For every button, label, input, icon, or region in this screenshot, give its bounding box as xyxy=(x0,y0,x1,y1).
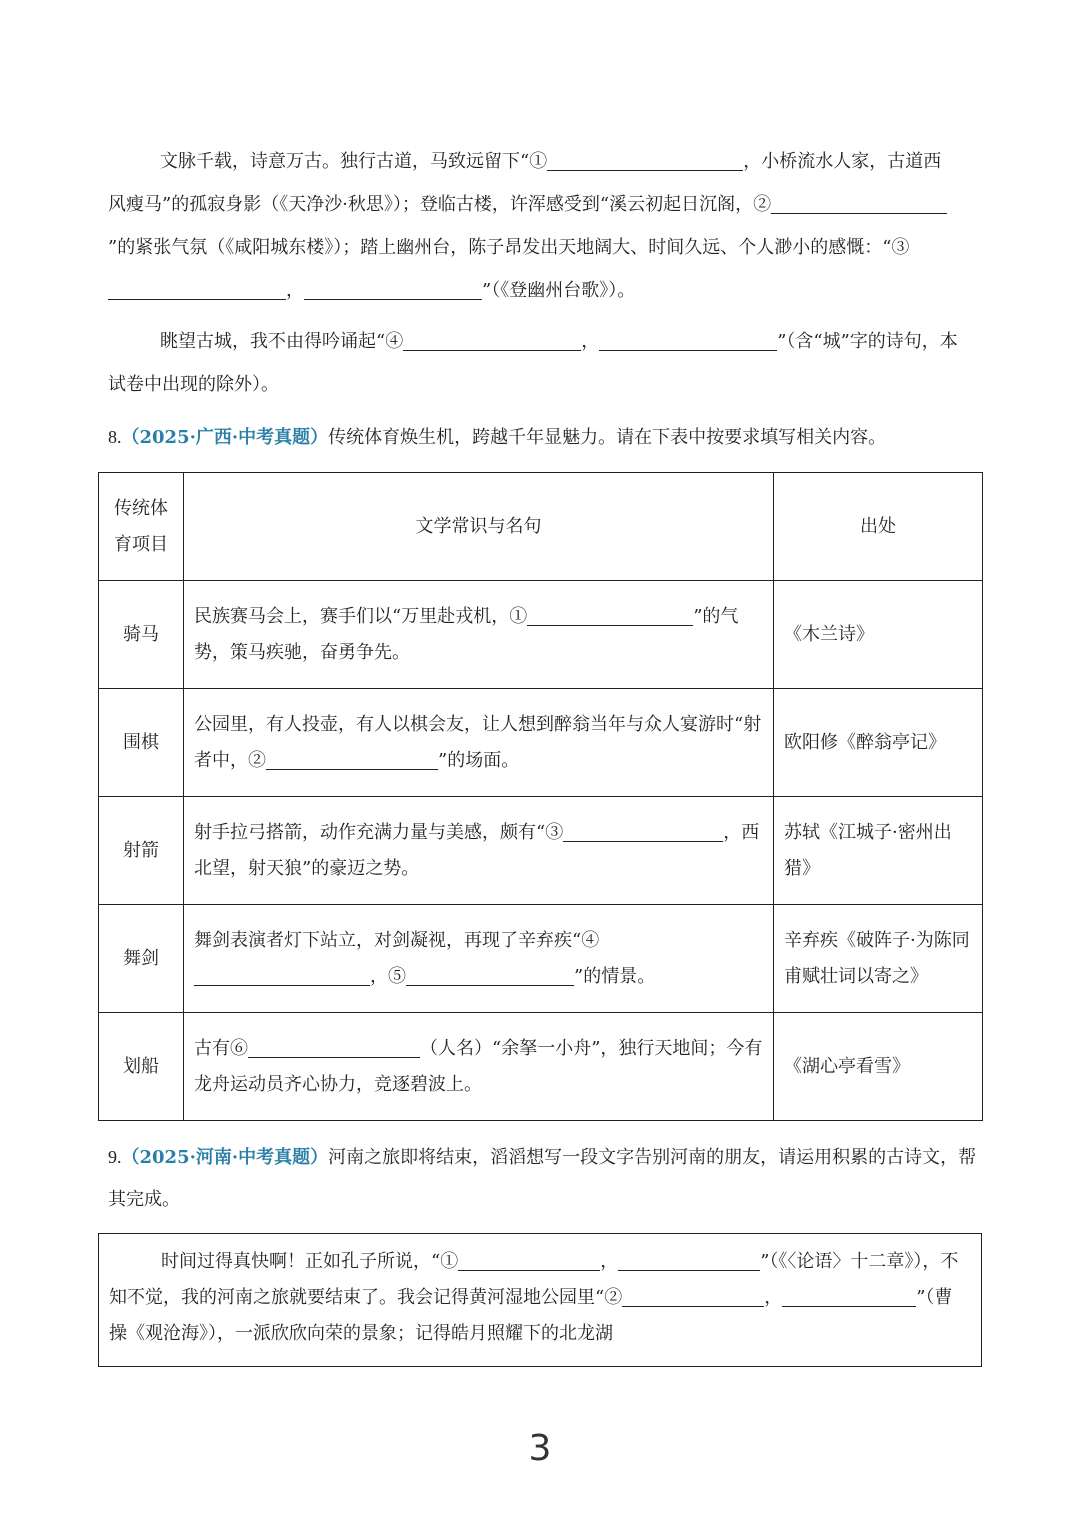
text-segment: ”的场面。 xyxy=(438,749,520,771)
paragraph-ancient-city xyxy=(108,320,958,406)
text-segment: 文脉千载，诗意万古。独行古道，马致远留下“① xyxy=(160,151,548,172)
text-segment: 眺望古城，我不由得吟诵起“④ xyxy=(160,331,404,352)
question-number: 8. xyxy=(108,427,122,447)
literature-cell xyxy=(184,905,774,1013)
text-segment: ”的紧张气氛（《咸阳城东楼》）；踏上幽州台，陈子昂发出天地阔大、时间久远、个人渺小的感慨：“③ xyxy=(108,237,910,258)
question-8-title xyxy=(108,415,978,460)
source-cell: 欧阳修《醉翁亭记》 xyxy=(774,689,983,797)
table-row xyxy=(99,581,983,689)
question-number: 9. xyxy=(108,1147,122,1167)
paragraph-ancient-poems xyxy=(108,140,958,312)
table-header-row xyxy=(99,473,983,581)
sport-cell: 骑马 xyxy=(99,581,184,689)
text-segment: ，⑤ xyxy=(370,965,406,987)
literature-cell xyxy=(184,689,774,797)
sport-cell: 射箭 xyxy=(99,797,184,905)
answer-blank-3a[interactable] xyxy=(108,277,286,300)
answer-blank-1[interactable] xyxy=(547,148,743,171)
header-source: 出处 xyxy=(774,473,983,581)
text-segment: ， xyxy=(764,1287,783,1308)
answer-blank-4b[interactable] xyxy=(599,328,777,351)
answer-blank-9-1a[interactable] xyxy=(458,1248,600,1271)
answer-blank-t6[interactable] xyxy=(248,1035,420,1058)
box-paragraph xyxy=(109,1244,969,1352)
table-row xyxy=(99,905,983,1013)
table-row xyxy=(99,797,983,905)
header-sport: 传统体育项目 xyxy=(99,473,184,581)
question-source-tag: （2025·河南·中考真题） xyxy=(121,1147,329,1168)
text-segment: ， xyxy=(286,280,304,301)
text-segment: 民族赛马会上，赛手们以“万里赴戎机，① xyxy=(194,605,528,627)
answer-box xyxy=(98,1233,982,1367)
header-literature: 文学常识与名句 xyxy=(184,473,774,581)
question-source-tag: （2025·广西·中考真题） xyxy=(121,427,329,448)
text-segment: ”的情景。 xyxy=(574,965,656,987)
question-text: 传统体育焕生机，跨越千年显魅力。请在下表中按要求填写相关内容。 xyxy=(328,427,887,448)
source-cell: 《木兰诗》 xyxy=(774,581,983,689)
sport-cell: 舞剑 xyxy=(99,905,184,1013)
text-segment: ， xyxy=(581,331,600,352)
text-segment: 舞剑表演者灯下站立，对剑凝视，再现了辛弃疾“④ xyxy=(194,929,600,951)
text-segment: ”的气势，策马疾驰，奋勇争先。 xyxy=(194,605,739,663)
text-segment: 古有⑥ xyxy=(194,1037,248,1059)
text-segment: （人名）“余拏一小舟”，独行天地间；今有龙舟运动员齐心协力，竞逐碧波上。 xyxy=(194,1037,763,1095)
sport-cell: 划船 xyxy=(99,1013,184,1121)
answer-blank-9-2a[interactable] xyxy=(622,1284,764,1307)
literature-cell xyxy=(184,797,774,905)
text-segment: ，小桥流水人家，古道西风瘦马”的孤寂身影（《天净沙·秋思》）；登临古楼，许浑感受到“溪云初起日沉阁，② xyxy=(108,151,942,215)
source-cell: 苏轼《江城子·密州出猎》 xyxy=(774,797,983,905)
text-segment: 时间过得真快啊！正如孔子所说，“① xyxy=(161,1251,459,1272)
text-segment: ”（《〈论语〉十二章》），不知不觉，我的河南之旅就要结束了。我会记得黄河湿地公园里“② xyxy=(109,1251,959,1308)
source-cell: 《湖心亭看雪》 xyxy=(774,1013,983,1121)
answer-blank-9-1b[interactable] xyxy=(618,1248,760,1271)
answer-blank-t5[interactable] xyxy=(406,963,574,986)
answer-blank-2[interactable] xyxy=(771,191,947,214)
answer-blank-t3[interactable] xyxy=(563,819,723,842)
answer-blank-t2[interactable] xyxy=(266,747,438,770)
answer-blank-t4[interactable] xyxy=(194,963,370,986)
text-segment: 公园里，有人投壶，有人以棋会友，让人想到醉翁当年与众人宴游时“射者中，② xyxy=(194,713,762,771)
answer-blank-4a[interactable] xyxy=(403,328,581,351)
text-segment: ”（含“城”字的诗句，本试卷中出现的除外）。 xyxy=(108,331,958,395)
table-row xyxy=(99,689,983,797)
literature-cell xyxy=(184,1013,774,1121)
answer-blank-3b[interactable] xyxy=(304,277,482,300)
table-row xyxy=(99,1013,983,1121)
source-cell: 辛弃疾《破阵子·为陈同甫赋壮词以寄之》 xyxy=(774,905,983,1013)
text-segment: ”（《登幽州台歌》）。 xyxy=(482,280,636,301)
text-segment: ”（曹操《观沧海》），一派欣欣向荣的景象；记得皓月照耀下的北龙湖 xyxy=(109,1287,953,1344)
sports-table xyxy=(98,472,983,1121)
question-9-title xyxy=(108,1136,978,1221)
literature-cell xyxy=(184,581,774,689)
answer-blank-9-2b[interactable] xyxy=(782,1284,916,1307)
text-segment: 射手拉弓搭箭，动作充满力量与美感，颇有“③ xyxy=(194,821,564,843)
text-segment: ， xyxy=(600,1251,619,1272)
question-text: 河南之旅即将结束，滔滔想写一段文字告别河南的朋友，请运用积累的古诗文，帮其完成。 xyxy=(108,1147,977,1210)
answer-blank-t1[interactable] xyxy=(527,603,693,626)
page-number: 3 xyxy=(528,1428,552,1469)
text-segment: ，西北望，射天狼”的豪迈之势。 xyxy=(194,821,760,879)
sport-cell: 围棋 xyxy=(99,689,184,797)
